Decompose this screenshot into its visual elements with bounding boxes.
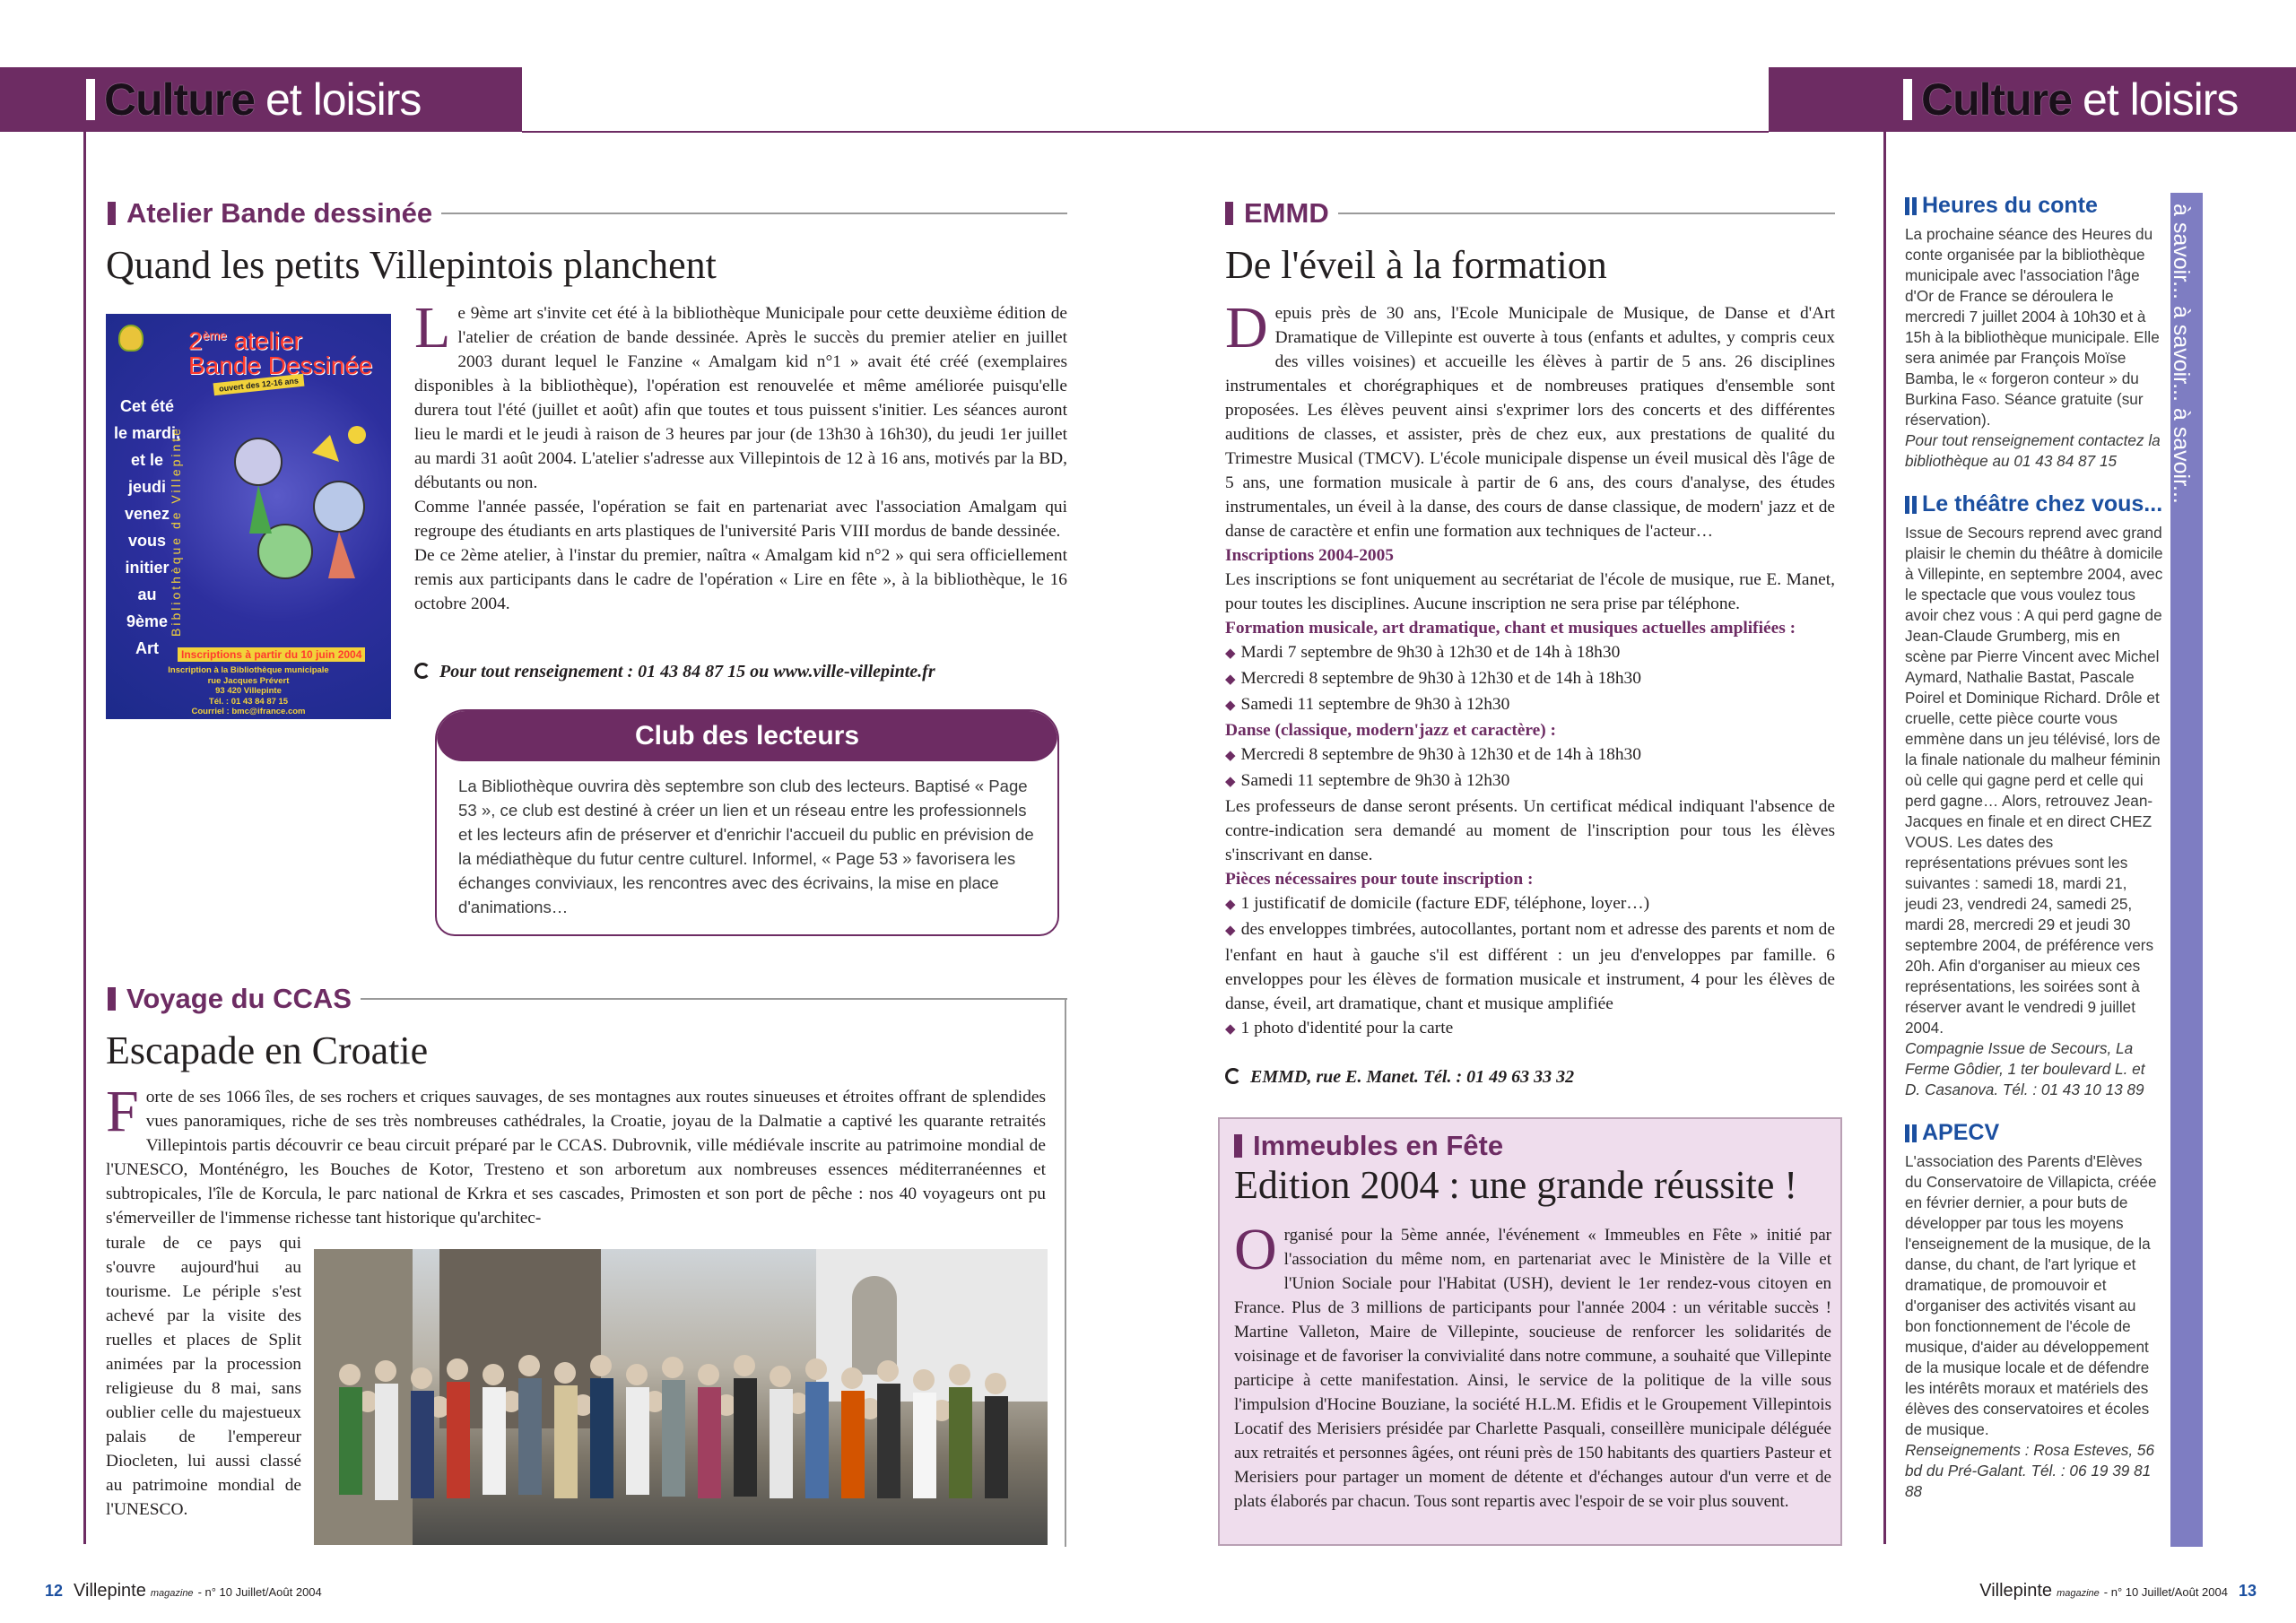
bullet-icon: ◆: [1225, 1022, 1236, 1037]
section-heading-emmd: EMMD: [1225, 197, 1835, 230]
left-margin-rule: [83, 132, 86, 1544]
sidebar-heading-theatre: Le théâtre chez vous...: [1905, 491, 2163, 517]
sidebar-tab: à savoir... à savoir... à savoir...: [2170, 193, 2203, 1547]
sidebar-contact-conte: Pour tout renseignement contactez la bibliothèque au 01 43 84 87 15: [1905, 431, 2161, 470]
fete-article-body: Organisé pour la 5ème année, l'événement « Immeubles en Fête » initié par l'association du même nom, en partenariat avec le Ministère de la Ville et l'Union Sociale pour l'Habitat (USH), devient le 1er rendez-vous citoyen en France. Plus de 3 millions de participants pour l'année 2004 : un véritable succès ! Martine Valleton, Maire de Villepinte, soucieuse de renforcer les solidarités de voisinage et de favoriser la convivialité dans notre commune, a souhaité que Villepinte participe à cette manifestation. Ainsi, le service de la politique de la ville sous l'impulsion d'Hocine Bouziane, la société H.L.M. Efidis et le Groupement Villepintois Locatif des Merisiers présidée par Charlette Pasquali, conseillère municipale déléguée aux retraités et personnes âgées, ont réuni près de 150 habitants des quartiers Pasteur et Merisiers pour partager un moment de détente et d'échanges autour d'un verre et de plats élaborés par chacun. Tous sont repartis avec l'espoir de se voir plus souvent.: [1234, 1217, 1831, 1511]
sidebar-text-conte: La prochaine séance des Heures du conte organisée par la bibliothèque municipale avec l'association l'âge d'Or de France se déroulera le mercredi 7 juillet 2004 à 10h30 et à 15h à la bibliothèque municipale. Elle sera animée par François Moïse Bamba, le « forgeron conteur » du Burkina Faso. Séance gratuite (sur réservation).: [1905, 225, 2160, 429]
right-section-header: Culture et loisirs: [1769, 67, 2296, 132]
section-heading-ccas: Voyage du CCAS: [108, 983, 1067, 1015]
bullet-icon: ◆: [1225, 924, 1236, 938]
page-number: 13: [2238, 1582, 2257, 1600]
poster-illustration: [204, 399, 384, 623]
ccas-article-body-2: turale de ce pays qui s'ouvre aujourd'hui au tourisme. Le périple s'est achevé par la visite des ruelles et places de Split animées par la procession religieuse du 8 mai, sans oublier celle du majestueux palais de l'empereur Diocleten, lui aussi classé au patrimoine mondial de l'UNESCO.: [106, 1234, 301, 1519]
club-title: Club des lecteurs: [437, 711, 1057, 761]
sidebar: [1905, 193, 2163, 1502]
poster-side-text: Cet été le mardi, et le jeudi venez vous initier au 9ème Art: [113, 397, 181, 657]
bd-contact: Pour tout renseignement : 01 43 84 87 15 ou www.ville-villepinte.fr: [414, 662, 935, 682]
crowd-illustration: [314, 1339, 1048, 1545]
sidebar-heading-apecv: APECV: [1905, 1120, 2163, 1146]
poster-vertical-text: Bibliothèque de Villepinte: [169, 426, 183, 637]
bullet-icon: ◆: [1225, 898, 1236, 912]
poster-info: Inscription à la Bibliothèque municipale rue Jacques Prévert 93 420 Villepinte Tél. : 01 43 84 87 15 Courriel : bmc@ifrance.com: [168, 665, 329, 716]
article-title-fete: Edition 2004 : une grande réussite !: [1234, 1163, 1798, 1207]
club-text: La Bibliothèque ouvrira dès septembre son club des lecteurs. Baptisé « Page 53 », ce club est destiné à créer un lien et un réseau entre les professionnels et les lecteurs afin de préserver et d'enrichir l'accueil du public en prévision de la médiathèque du futur centre culturel. Informel, « Page 53 » favorisera les échanges conviviaux, les rencontres avec des écrivains, la mise en place d'animations…: [458, 777, 1034, 916]
group-photo: [314, 1249, 1048, 1545]
left-section-header: Culture et loisirs: [0, 67, 522, 132]
right-header-rule: [1121, 131, 1769, 133]
bullet-icon: ◆: [1225, 775, 1236, 789]
article-title-ccas: Escapade en Croatie: [106, 1028, 429, 1072]
sidebar-text-theatre: Issue de Secours reprend avec grand plaisir le chemin du théâtre à domicile à Villepinte, en septembre 2004, avec le spectacle que vous voulez tous avoir chez vous : A qui perd gagne de Jean-Claude Grumberg, mis en scène par Pierre Vincent avec Michel Aymard, Nathalie Bastat, Pascale Poirel et Dominique Richard. Drôle et cruelle, cette pièce courte vous emmène dans un jeu télévisé, lors de la finale nationale du malheur féminin où celle qui gagne perd et celle qui perd gagne… Alors, retrouvez Jean-Jacques en finale et en direct CHEZ VOUS. Les dates des représentations prévues sont les suivantes : samedi 18, mardi 21, jeudi 23, vendredi 24, samedi 25, mardi 28, mercredi 29 et jeudi 30 septembre 2004, de préférence vers 20h. Afin d'organiser au mieux ces représentations, les soirées sont à réserver avant le vendredi 9 juillet 2004.: [1905, 524, 2163, 1037]
left-footer: 12 Villepinte magazine - n° 10 Juillet/Août 2004: [45, 1581, 322, 1601]
section-heading-bd: Atelier Bande dessinée: [108, 197, 1067, 230]
sidebar-text-apecv: L'association des Parents d'Elèves du Conservatoire de Villapicta, créée en février dernier, a pour buts de développer par tous les moyens l'enseignement de la musique, de la danse, du chant, de l'art lyrique et dramatique, de promouvoir et d'organiser des activités visant au bon fonctionnement de l'école de musique, d'aider au développement de la musique locale et de défendre les intérêts moraux et matériels des élèves des conservatoires et écoles de musique.: [1905, 1152, 2157, 1438]
sidebar-contact-theatre: Compagnie Issue de Secours, La Ferme Gôdier, 1 ter boulevard L. et D. Casanova. Tél. : 01 43 10 13 89: [1905, 1039, 2145, 1098]
poster-sticker: ouvert des 12-16 ans: [213, 374, 305, 395]
article-title-emmd: De l'éveil à la formation: [1225, 243, 1607, 287]
section-heading-fete: Immeubles en Fête: [1234, 1130, 1503, 1162]
arrow-icon: [414, 663, 430, 679]
bullet-icon: ◆: [1225, 673, 1236, 687]
right-column-rule: [1883, 132, 1886, 1544]
page-number: 12: [45, 1582, 64, 1600]
emmd-contact: EMMD, rue E. Manet. Tél. : 01 49 63 33 32: [1225, 1067, 1574, 1088]
sidebar-heading-conte: Heures du conte: [1905, 193, 2163, 219]
bd-poster: [106, 314, 391, 719]
logo-icon: [118, 325, 144, 352]
arrow-icon: [1225, 1068, 1241, 1084]
poster-dates: Inscriptions à partir du 10 juin 2004: [178, 647, 365, 662]
sidebar-contact-apecv: Renseignements : Rosa Esteves, 56 bd du Pré-Galant. Tél. : 06 19 39 81 88: [1905, 1441, 2155, 1500]
bullet-icon: ◆: [1225, 749, 1236, 763]
bd-article-body: Le 9ème art s'invite cet été à la bibliothèque Municipale pour cette deuxième édition de l'atelier de création de bande dessinée. Après le succès du premier atelier en juillet 2003 durant lequel le Fanzine « Amalgam kid n°1 » avait été créé (exemplaires disponibles à la bibliothèque), l'opération est renouvelée et même améliorée puisqu'elle durera tout l'été (juillet et août) afin que toutes et tous puissent s'initier. Les séances auront lieu le mardi et le jeudi à raison de 3 heures par jour (de 13h30 à 16h30), du jeudi 1er juillet au mardi 31 août 2004. L'atelier s'adresse aux Villepintois de 12 à 16 ans, motivés par la BD, débutants ou non. Comme l'année passée, l'opération se fait en partenariat avec l'association Amalgam qui regroupe des étudiants en arts plastiques de l'université Paris VIII mordus de bande dessinée. De ce 2ème atelier, à l'instar du premier, naîtra « Amalgam kid n°2 » qui sera officiellement remis aux participants dans le cadre de l'opération « Lire en fête », à la bibliothèque, le 16 octobre 2004.: [414, 295, 1067, 613]
fete-box: [1218, 1117, 1842, 1546]
poster-title: 2ème atelier Bande Dessinée: [188, 326, 373, 380]
emmd-article-body: Depuis près de 30 ans, l'Ecole Municipale de Musique, de Danse et d'Art Dramatique de Villepinte est ouverte à tous (enfants et adultes, y compris ceux des villes voisines) et accueille les élèves à partir de 5 ans. 26 disciplines instrumentales et chorégraphiques et de nombreuses pratiques d'ensemble sont proposées. Les élèves peuvent ainsi s'exprimer lors des concerts et des différentes auditions de classes, et assister, près de chez eux, aux prestations de qualité du Trimestre Musical (TMCV). L'école municipale dispense un éveil musical dès l'âge de 5 ans, une formation musicale à partir de 6 ans, des cours d'analyse, des études instrumentales, un éveil à la danse, des cours de danse classique, de modern' jazz et de danse de caractère et enfin une formation aux techniques de l'acteur… Inscriptions 2004-2005 Les inscriptions se font uniquement au secrétariat de l'école de musique, rue E. Manet, pour toutes les disciplines. Aucune inscription ne sera prise par téléphone. Formation musicale, art dramatique, chant et musiques actuelles amplifiées : ◆ Mardi 7 septembre de 9h30 à 12h30 et de 14h à 18h30 ◆ Mercredi 8 septembre de 9h30 à 12h30 et de 14h à 18h30 ◆ Samedi 11 septembre de 9h30 à 12h30 Danse (classique, modern'jazz et caractère) : ◆ Mercredi 8 septembre de 9h30 à 12h30 et de 14h à 18h30 ◆ Samedi 11 septembre de 9h30 à 12h30 Les professeurs de danse seront présents. Un certificat médical indiquant l'absence de contre-indication sera demandé au moment de l'inscription pour tous les élèves s'inscrivant en danse. Pièces nécessaires pour toute inscription : ◆ 1 justificatif de domicile (facture EDF, téléphone, loyer…) ◆ des enveloppes timbrées, autocollantes, portant nom et adresse des parents et nom de l'enfant en haut à gauche s'il est différent : un jeu d'enveloppes par famille. 6 enveloppes pour les élèves de formation musicale et instrument, 4 pour les élèves de danse, éveil, art dramatique, chant et musique amplifiée ◆ 1 photo d'identité pour la carte: [1225, 295, 1835, 1037]
bullet-icon: ◆: [1225, 699, 1236, 713]
article-title-bd: Quand les petits Villepintois planchent: [106, 243, 717, 287]
bullet-icon: ◆: [1225, 647, 1236, 661]
ccas-article-body: Forte de ses 1066 îles, de ses rochers et criques sauvages, de ses montagnes aux routes sinueuses et étroites offrant de splendides vues panoramiques, riche de ses très nombreuses cathédrales, la Croatie, joyau de la Dalmatie a captivé les quarante retraités Villepintois partis découvrir ce beau circuit préparé par le CCAS. Dubrovnik, ville médiévale inscrite au patrimoine mondial de l'UNESCO, Monténégro, les Bouches de Kotor, Tresteno et son arboretum aux nombreuses essences méditerranéennes et subtropicales, l'île de Korcula, le parc national de Krkra et ses cascades, Primosten et son port de pêche : nos 40 voyageurs ont pu s'émerveiller de l'immense richesse tant historique qu'architec-: [106, 1079, 1046, 1228]
ccas-right-rule: [1065, 1000, 1066, 1547]
club-box: [435, 709, 1059, 936]
right-footer: Villepinte magazine - n° 10 Juillet/Août 2004 13: [1979, 1581, 2257, 1601]
